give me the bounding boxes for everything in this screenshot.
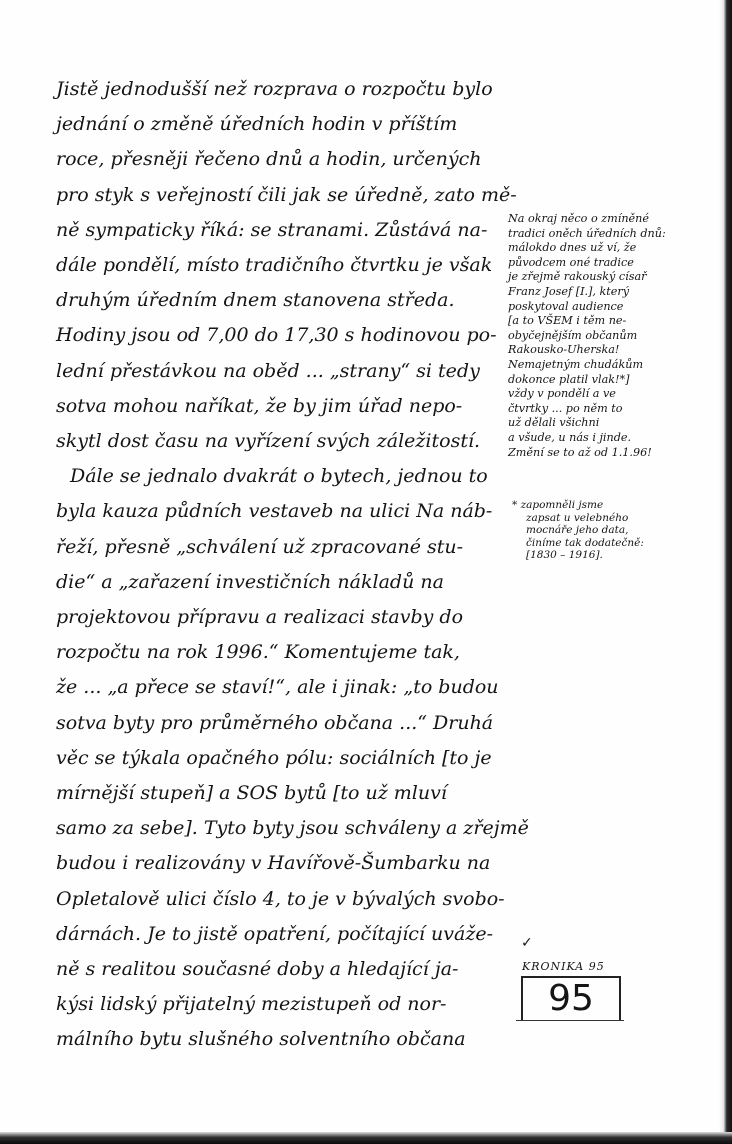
footnote-line: * zapomněli jsme bbox=[512, 499, 604, 511]
margin-note-line: obyčejnějším občanům bbox=[508, 328, 638, 342]
margin-note-line: Franz Josef [I.], který bbox=[508, 284, 630, 298]
text-line: die“ a „zařazení investičních nákladů na bbox=[56, 570, 444, 593]
margin-note-line: málokdo dnes už ví, že bbox=[508, 241, 637, 255]
text-line: budou i realizovány v Havířově-Šumbarku na bbox=[56, 852, 491, 875]
scan-edge-bottom bbox=[0, 1132, 732, 1144]
margin-note-line: Nemajetným chudákům bbox=[508, 357, 644, 371]
text-line: projektovou přípravu a realizaci stavby do bbox=[56, 606, 464, 629]
text-line: Jistě jednodušší než rozprava o rozpočtu bylo bbox=[56, 78, 493, 100]
check-mark: ✓ bbox=[521, 935, 533, 951]
margin-note-line: Na okraj něco o zmíněné bbox=[508, 212, 649, 225]
margin-note-line: poskytoval audience bbox=[508, 299, 624, 313]
footnote bbox=[512, 499, 712, 562]
text-line: dárnách. Je to jistě opatření, počítající uváže- bbox=[56, 922, 494, 945]
margin-note-line: Rakousko-Uherska! bbox=[508, 343, 620, 357]
text-line: řeží, přesně „schválení už zpracované stu- bbox=[56, 535, 464, 558]
text-line: byla kauza půdních vestaveb na ulici Na náb- bbox=[56, 500, 493, 523]
margin-note-line: tradici oněch úředních dnů: bbox=[508, 226, 666, 240]
text-line: sotva byty pro průměrného občana ...“ Druhá bbox=[56, 711, 494, 734]
footnote-line: mocnáře jeho data, bbox=[526, 524, 629, 536]
text-line: mírnější stupeň] a SOS bytů [to už mluví bbox=[56, 782, 447, 805]
text-line: rozpočtu na rok 1996.“ Komentujeme tak, bbox=[56, 641, 460, 664]
margin-note-line: už dělali všichni bbox=[508, 416, 600, 430]
margin-note-line: a všude, u nás i jinde. bbox=[508, 430, 632, 444]
chronicle-label: KRONIKA 95 bbox=[522, 960, 605, 973]
margin-note-line: čtvrtky ... po něm to bbox=[508, 401, 623, 415]
text-line: věc se týkala opačného pólu: sociálních [to je bbox=[56, 746, 492, 769]
margin-note-line: dokonce platil vlak!*] bbox=[508, 372, 630, 386]
text-line: jednání o změně úředních hodin v příštím bbox=[56, 113, 458, 136]
footnote-line: [1830 – 1916]. bbox=[526, 549, 603, 561]
page-number: 95 bbox=[521, 976, 621, 1020]
margin-note-line: původcem oné tradice bbox=[508, 255, 634, 269]
text-line: kýsi lidský přijatelný mezistupeň od nor- bbox=[56, 993, 447, 1016]
margin-note-line: je zřejmě rakouský císař bbox=[508, 270, 647, 284]
text-line: málního bytu slušného solventního občana bbox=[56, 1028, 466, 1051]
main-handwritten-text bbox=[56, 72, 529, 1058]
footnote-line: zapsat u velebného bbox=[526, 511, 629, 524]
margin-note-line: vždy v pondělí a ve bbox=[508, 387, 616, 401]
page-number-underline bbox=[516, 1020, 624, 1021]
margin-note-line: Změní se to až od 1.1.96! bbox=[508, 445, 652, 459]
text-line: Hodiny jsou od 7,00 do 17,30 s hodinovou po- bbox=[56, 324, 497, 347]
text-line: sotva mohou naříkat, že by jim úřad nepo- bbox=[56, 394, 463, 417]
text-line: druhým úředním dnem stanovena středa. bbox=[56, 289, 455, 312]
scan-edge-right bbox=[719, 0, 732, 1144]
margin-note-line: [a to VŠEM i těm ne- bbox=[508, 314, 627, 328]
text-line: ně s realitou současné doby a hledající ja- bbox=[56, 958, 459, 981]
text-line: dále pondělí, místo tradičního čtvrtku je však bbox=[56, 254, 493, 277]
margin-note bbox=[508, 212, 708, 460]
text-line: Opletalově ulici číslo 4, to je v bývalých svobo- bbox=[56, 887, 505, 910]
text-line: samo za sebe]. Tyto byty jsou schváleny a zřejmě bbox=[56, 817, 529, 840]
text-line: lední přestávkou na oběd ... „strany“ si tedy bbox=[56, 359, 480, 382]
text-line: ně sympaticky říká: se stranami. Zůstává na- bbox=[56, 218, 488, 241]
text-line: Dále se jednalo dvakrát o bytech, jednou to bbox=[70, 465, 488, 488]
text-line: skytl dost času na vyřízení svých záležitostí. bbox=[56, 430, 481, 453]
text-line: pro styk s veřejností čili jak se úředně, zato mě- bbox=[56, 183, 517, 206]
text-line: že ... „a přece se staví!“, ale i jinak: „to budou bbox=[56, 676, 499, 699]
text-line: roce, přesněji řečeno dnů a hodin, určených bbox=[56, 148, 482, 171]
footnote-line: činíme tak dodatečně: bbox=[526, 536, 644, 549]
